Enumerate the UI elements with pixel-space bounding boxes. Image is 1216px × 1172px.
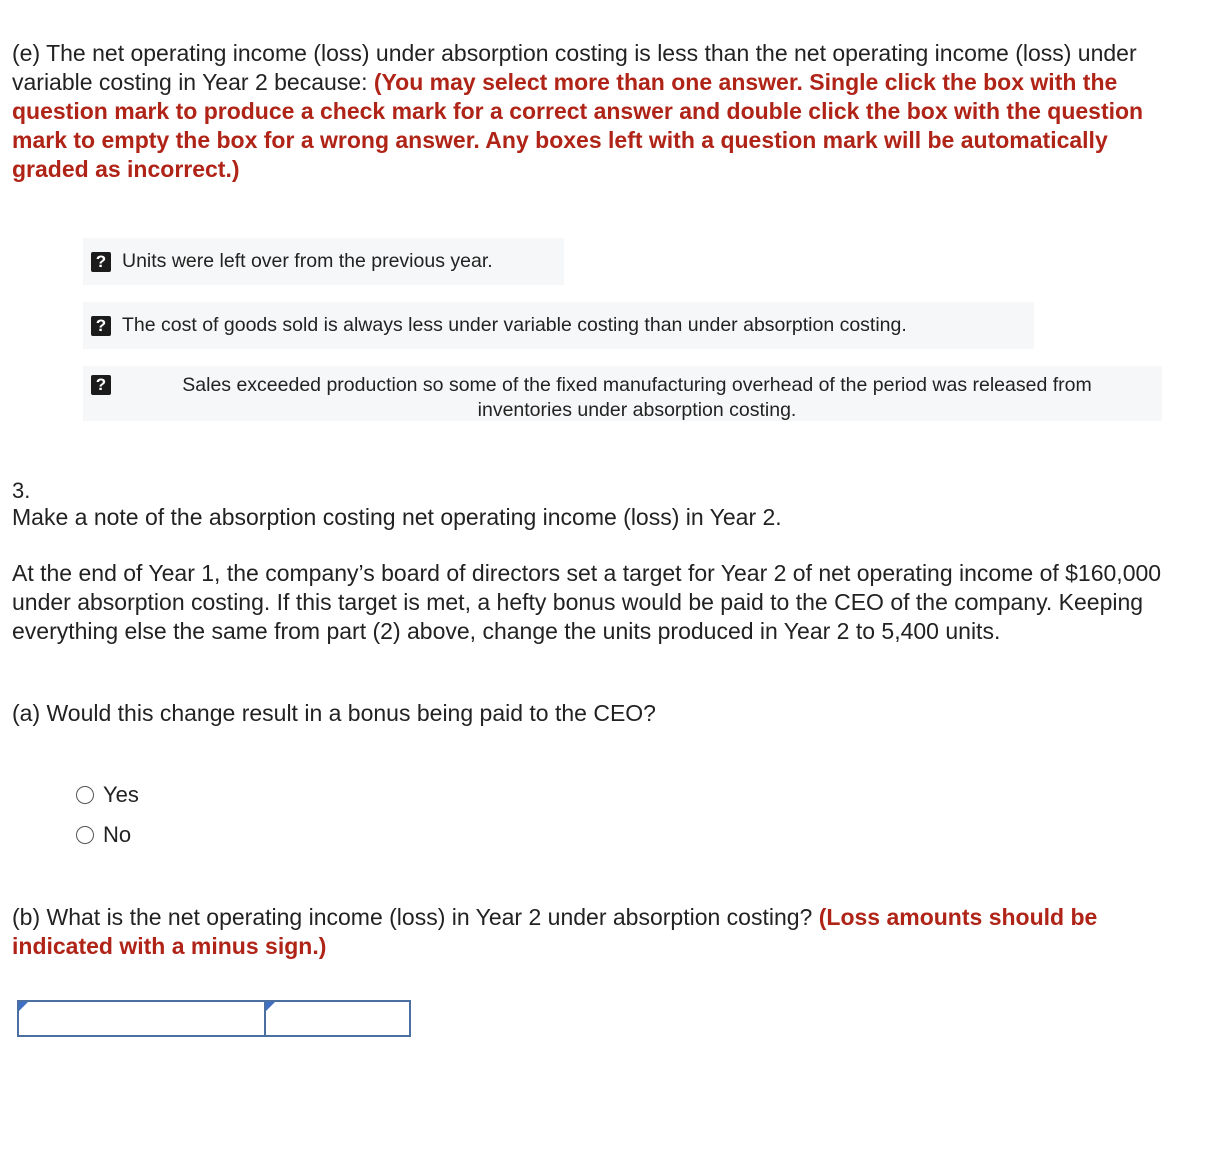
part-e-question-text: (e) The net operating income (loss) under absorption costing is less than the net operating income (loss) under variable costing in Year 2 because: — [12, 40, 1137, 95]
check-option-3[interactable] — [83, 366, 1162, 421]
cell-marker-icon — [19, 1002, 28, 1011]
part-b-question-text: (b) What is the net operating income (loss) in Year 2 under absorption costing? — [12, 904, 819, 930]
question-mark-checkbox-icon[interactable]: ? — [91, 316, 111, 336]
radio-button[interactable] — [76, 826, 94, 844]
answer-label-input[interactable] — [19, 1002, 265, 1035]
section-note: Make a note of the absorption costing net operating income (loss) in Year 2. — [12, 504, 782, 530]
answer-amount-input[interactable] — [266, 1002, 409, 1035]
part-b-instruction: (Loss amounts should be indicated with a minus sign.) — [12, 904, 1098, 959]
section-paragraph: At the end of Year 1, the company’s board of directors set a target for Year 2 of net operating income of $160,000 under absorption costing. If this target is met, a hefty bonus would be paid to the CEO of the company. Keeping everything else the same from part (2) above, change the units produced in Year 2 to 5,400 units. — [12, 560, 1162, 644]
radio-label: Yes — [103, 782, 139, 807]
radio-option-yes[interactable] — [76, 782, 139, 808]
part-e-instruction: (You may select more than one answer. Single click the box with the question mark to produce a check mark for a correct answer and double click the box with the question mark to empty the box for a wrong answer. Any boxes left with a question mark will be automatically graded as incorrect.) — [12, 69, 1144, 182]
radio-label: No — [103, 822, 132, 847]
question-mark-checkbox-icon[interactable]: ? — [91, 252, 111, 272]
part-a-question: (a) Would this change result in a bonus being paid to the CEO? — [12, 700, 656, 726]
section-number: 3. — [12, 478, 31, 503]
check-option-2[interactable] — [83, 302, 1034, 349]
check-option-label: Units were left over from the previous year. — [122, 250, 493, 272]
part-b-question — [12, 903, 1162, 961]
answer-amount-cell[interactable] — [264, 1000, 411, 1037]
check-option-label: The cost of goods sold is always less under variable costing than under absorption costing. — [122, 314, 907, 336]
part-e-question — [12, 39, 1182, 184]
check-option-label: Sales exceeded production so some of the fixed manufacturing overhead of the period was released from inventories under absorption costing. — [182, 374, 1092, 421]
radio-button[interactable] — [76, 786, 94, 804]
question-mark-checkbox-icon[interactable]: ? — [91, 375, 111, 395]
check-option-1[interactable] — [83, 238, 564, 285]
radio-option-no[interactable] — [76, 822, 131, 848]
cell-marker-icon — [266, 1002, 275, 1011]
answer-label-cell[interactable] — [17, 1000, 267, 1037]
